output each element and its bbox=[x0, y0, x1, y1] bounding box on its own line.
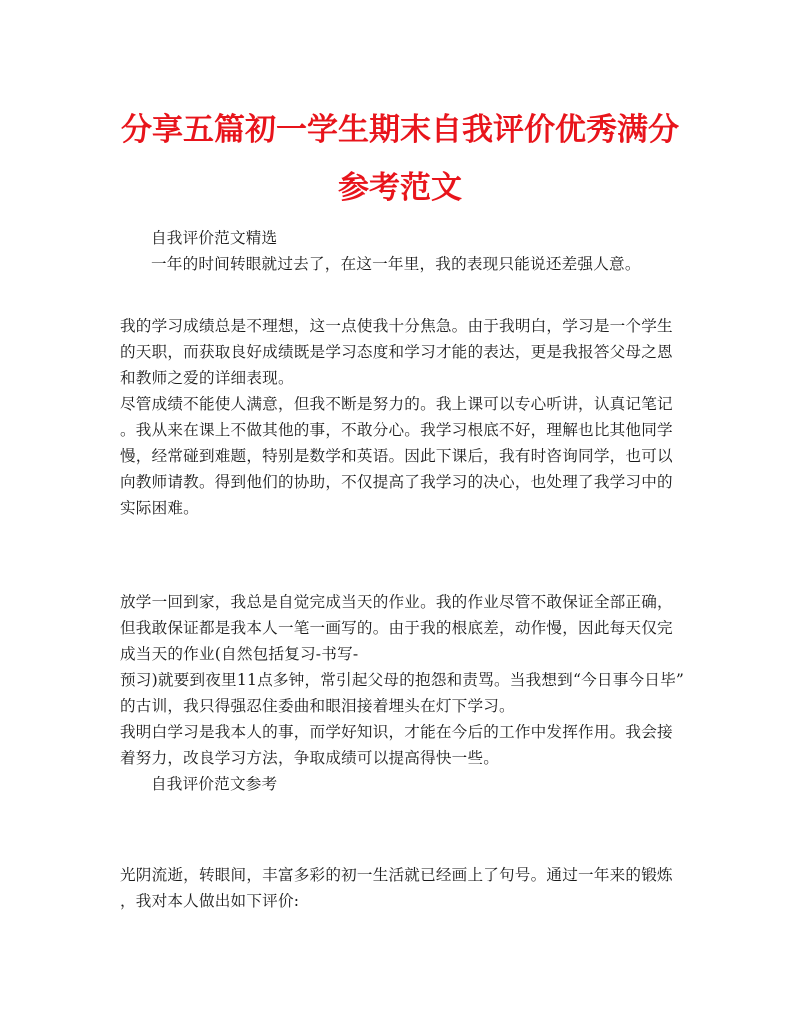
paragraph-line: 着努力，改良学习方法，争取成绩可以提高得快一些。 bbox=[120, 749, 500, 767]
paragraph-line: 实际困难。 bbox=[120, 499, 199, 517]
paragraph-line: 预习)就要到夜里11点多钟，常引起父母的抱怨和责骂。当我想到“今日事今日毕” bbox=[120, 671, 685, 689]
paragraph-line: ，我对本人做出如下评价: bbox=[120, 892, 300, 910]
paragraph-line: 和教师之爱的详细表现。 bbox=[120, 369, 294, 387]
paragraph-line: 的天职，而获取良好成绩既是学习态度和学习才能的表达，更是我报答父母之恩 bbox=[120, 343, 673, 361]
section-1-intro bbox=[120, 225, 680, 277]
paragraph-line: 。我从来在课上不做其他的事，不敢分心。我学习根底不好，理解也比其他同学 bbox=[120, 421, 673, 439]
paragraph-line: 的古训，我只得强忍住委曲和眼泪接着埋头在灯下学习。 bbox=[120, 697, 515, 715]
paragraph-4 bbox=[120, 719, 680, 797]
paragraph-line: 向教师请教。得到他们的协助，不仅提高了我学习的决心，也处理了我学习中的 bbox=[120, 473, 673, 491]
document-title-line-2: 参考范文 bbox=[338, 170, 462, 206]
paragraph-line: 尽管成绩不能使人满意，但我不断是努力的。我上课可以专心听讲，认真记笔记 bbox=[120, 395, 673, 413]
paragraph-line: 但我敢保证都是我本人一笔一画写的。由于我的根底差，动作慢，因此每天仅完 bbox=[120, 619, 673, 637]
paragraph-line: 我的学习成绩总是不理想，这一点使我十分焦急。由于我明白，学习是一个学生 bbox=[120, 317, 673, 335]
document-title-line-1: 分享五篇初一学生期末自我评价优秀满分 bbox=[121, 112, 679, 148]
section-2-heading: 自我评价范文参考 bbox=[151, 775, 278, 793]
section-1-heading: 自我评价范文精选 bbox=[151, 229, 278, 247]
paragraph-line: 我明白学习是我本人的事，而学好知识，才能在今后的工作中发挥作用。我会接 bbox=[120, 723, 673, 741]
intro-paragraph: 一年的时间转眼就过去了，在这一年里，我的表现只能说还差强人意。 bbox=[151, 255, 641, 273]
paragraph-line: 光阴流逝，转眼间，丰富多彩的初一生活就已经画上了句号。通过一年来的锻炼 bbox=[120, 866, 673, 884]
paragraph-5 bbox=[120, 862, 680, 914]
paragraph-line: 成当天的作业(自然包括复习-书写- bbox=[120, 645, 359, 663]
paragraph-line: 慢，经常碰到难题，特别是数学和英语。因此下课后，我有时咨询同学，也可以 bbox=[120, 447, 673, 465]
paragraph-1 bbox=[120, 313, 680, 391]
paragraph-3 bbox=[120, 589, 685, 719]
paragraph-2 bbox=[120, 391, 680, 521]
paragraph-line: 放学一回到家，我总是自觉完成当天的作业。我的作业尽管不敢保证全部正确， bbox=[120, 593, 673, 611]
